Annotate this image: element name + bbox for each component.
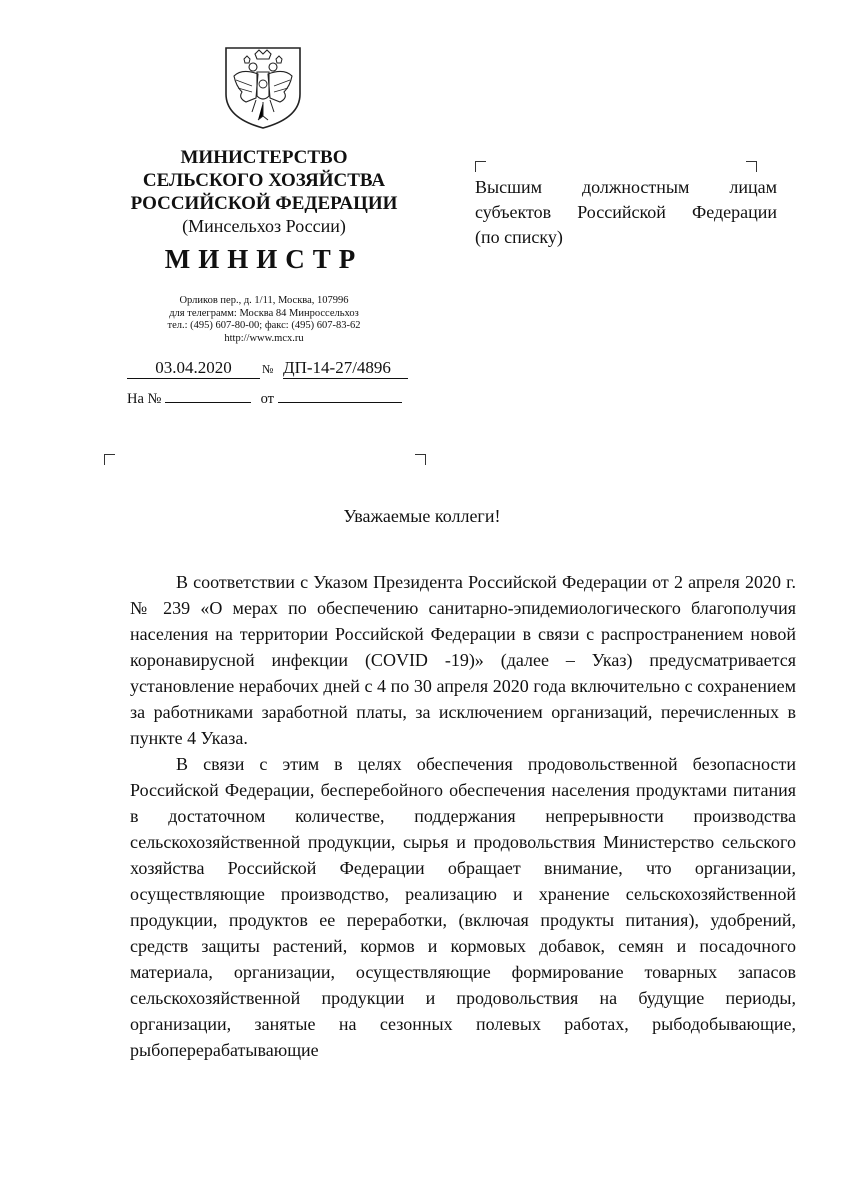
body-paragraph: В связи с этим в целях обеспечения продовольственной безопасности Российской Федерации, бесперебойного обеспечения населения продуктами питания в достаточном количестве, поддержания непрерывности производства сельскохозяйственной продукции, сырья и продовольствия Министерство сельского хозяйства Российской Федерации обращает внимание, что организации, осуществляющие производство, реализацию и хранение сельскохозяйственной продукции, продуктов ее переработки, (включая продукты питания), удобрений, средств защиты растений, кормов и кормовых добавок, семян и посадочного материала, организации, осуществляющие формирование товарных запасов сельскохозяйственной продукции и продовольствия на будущие периоды, организации, занятые на сезонных полевых работах, рыбодобывающие, рыбоперерабатывающие xyxy=(130,754,796,1060)
minister-title: МИНИСТР xyxy=(164,244,364,274)
website-line: http://www.mcx.ru xyxy=(224,332,304,344)
address-line: Орликов пер., д. 1/11, Москва, 107996 xyxy=(179,295,349,306)
reference-date-blank xyxy=(278,390,402,403)
telegram-line: для телеграмм: Москва 84 Минроссельхоз xyxy=(169,307,359,319)
reference-line xyxy=(127,390,402,408)
ministry-address-block xyxy=(120,295,408,345)
body-paragraph: В соответствии с Указом Президента Российской Федерации от 2 апреля 2020 г. № 239 «О мерах по обеспечению санитарно-эпидемиологического благополучия населения на территории Российской Федерации в связи с распространением новой коронавирусной инфекции (COVID -19)» (далее – Указ) предусматривается установление нерабочих дней с 4 по 30 апреля 2020 года включительно с сохранением за работниками заработной платы, за исключением организаций, перечисленных в пункте 4 Указа. xyxy=(130,572,796,748)
ministry-name-line: СЕЛЬСКОГО ХОЗЯЙСТВА xyxy=(142,170,386,191)
number-sign: № xyxy=(262,362,274,376)
ministry-short-name: (Минсельхоз России) xyxy=(182,216,346,236)
document-date: 03.04.2020 xyxy=(127,358,260,379)
addressee-block xyxy=(475,175,777,250)
ministry-name-line: РОССИЙСКОЙ ФЕДЕРАЦИИ xyxy=(130,193,398,214)
ministry-name-line: МИНИСТЕРСТВО xyxy=(180,147,348,168)
ministry-name-block xyxy=(120,146,408,238)
corner-mark xyxy=(415,454,426,465)
addressee-line: субъектов Российской Федерации xyxy=(475,202,777,222)
salutation: Уважаемые коллеги! xyxy=(343,506,501,526)
letter-body xyxy=(130,569,796,1063)
corner-mark xyxy=(746,161,757,172)
addressee-line: Высшим должностным лицам xyxy=(475,177,777,197)
coat-of-arms-emblem xyxy=(222,42,304,130)
corner-mark xyxy=(104,454,115,465)
reference-number-label: На № xyxy=(127,391,162,407)
document-number: ДП-14-27/4896 xyxy=(283,358,408,379)
reference-number-blank xyxy=(165,390,251,403)
corner-mark xyxy=(475,161,486,172)
phone-fax-line: тел.: (495) 607-80-00; факс: (495) 607-83-62 xyxy=(167,320,361,332)
reference-date-label: от xyxy=(260,391,275,407)
addressee-line: (по списку) xyxy=(475,227,563,247)
